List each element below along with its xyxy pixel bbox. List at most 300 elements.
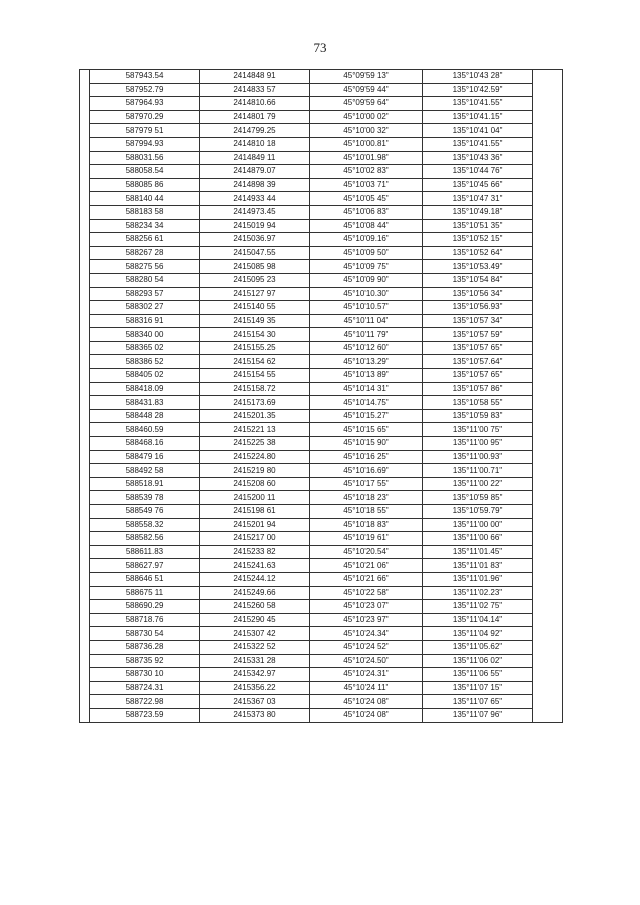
longitude-cell: 135°10'52 64" (423, 246, 533, 260)
right-margin-cell (533, 70, 563, 84)
longitude-cell: 135°10'57.64" (423, 355, 533, 369)
latitude-cell: 45°10'20.54" (310, 545, 423, 559)
y-coordinate-cell: 2415200 11 (200, 491, 310, 505)
x-coordinate-cell: 588085 86 (90, 178, 200, 192)
left-margin-cell (80, 301, 90, 315)
right-margin-cell (533, 668, 563, 682)
x-coordinate-cell: 588256 61 (90, 233, 200, 247)
longitude-cell: 135°10'57 59" (423, 328, 533, 342)
longitude-cell: 135°10'51 35" (423, 219, 533, 233)
y-coordinate-cell: 2415356.22 (200, 681, 310, 695)
latitude-cell: 45°10'11 04" (310, 314, 423, 328)
x-coordinate-cell: 588549 76 (90, 505, 200, 519)
longitude-cell: 135°11'04 92" (423, 627, 533, 641)
x-coordinate-cell: 587964.93 (90, 97, 200, 111)
table-row (80, 600, 563, 614)
table-row (80, 151, 563, 165)
x-coordinate-cell: 588723.59 (90, 708, 200, 722)
table-row (80, 165, 563, 179)
left-margin-cell (80, 545, 90, 559)
right-margin-cell (533, 83, 563, 97)
latitude-cell: 45°10'24.50" (310, 654, 423, 668)
table-row (80, 477, 563, 491)
right-margin-cell (533, 246, 563, 260)
left-margin-cell (80, 437, 90, 451)
table-row (80, 518, 563, 532)
y-coordinate-cell: 2415019 94 (200, 219, 310, 233)
table-row (80, 260, 563, 274)
x-coordinate-cell: 588611.83 (90, 545, 200, 559)
longitude-cell: 135°10'41.15" (423, 110, 533, 124)
longitude-cell: 135°10'59 85" (423, 491, 533, 505)
right-margin-cell (533, 681, 563, 695)
left-margin-cell (80, 369, 90, 383)
y-coordinate-cell: 2415036.97 (200, 233, 310, 247)
longitude-cell: 135°10'49.18" (423, 205, 533, 219)
left-margin-cell (80, 586, 90, 600)
longitude-cell: 135°10'57 34" (423, 314, 533, 328)
table-row (80, 246, 563, 260)
table-row (80, 341, 563, 355)
right-margin-cell (533, 654, 563, 668)
latitude-cell: 45°10'16 25" (310, 450, 423, 464)
left-margin-cell (80, 464, 90, 478)
y-coordinate-cell: 2415047.55 (200, 246, 310, 260)
right-margin-cell (533, 505, 563, 519)
left-margin-cell (80, 572, 90, 586)
right-margin-cell (533, 328, 563, 342)
left-margin-cell (80, 260, 90, 274)
table-row (80, 409, 563, 423)
right-margin-cell (533, 600, 563, 614)
y-coordinate-cell: 2414833 57 (200, 83, 310, 97)
table-row (80, 233, 563, 247)
latitude-cell: 45°10'16.69" (310, 464, 423, 478)
right-margin-cell (533, 450, 563, 464)
longitude-cell: 135°11'01 83" (423, 559, 533, 573)
left-margin-cell (80, 83, 90, 97)
longitude-cell: 135°10'59 83" (423, 409, 533, 423)
table-row (80, 423, 563, 437)
table-row (80, 654, 563, 668)
latitude-cell: 45°10'10.30" (310, 287, 423, 301)
y-coordinate-cell: 2415241.63 (200, 559, 310, 573)
longitude-cell: 135°11'01.45" (423, 545, 533, 559)
left-margin-cell (80, 314, 90, 328)
right-margin-cell (533, 437, 563, 451)
left-margin-cell (80, 423, 90, 437)
right-margin-cell (533, 572, 563, 586)
x-coordinate-cell: 588340 00 (90, 328, 200, 342)
latitude-cell: 45°10'00 32" (310, 124, 423, 138)
right-margin-cell (533, 477, 563, 491)
left-margin-cell (80, 246, 90, 260)
left-margin-cell (80, 355, 90, 369)
x-coordinate-cell: 588280 54 (90, 273, 200, 287)
latitude-cell: 45°10'08 44" (310, 219, 423, 233)
longitude-cell: 135°10'43 28" (423, 70, 533, 84)
right-margin-cell (533, 137, 563, 151)
right-margin-cell (533, 314, 563, 328)
latitude-cell: 45°10'12 60" (310, 341, 423, 355)
right-margin-cell (533, 124, 563, 138)
left-margin-cell (80, 110, 90, 124)
left-margin-cell (80, 654, 90, 668)
y-coordinate-cell: 2414810 18 (200, 137, 310, 151)
x-coordinate-cell: 587979 51 (90, 124, 200, 138)
latitude-cell: 45°10'05 45" (310, 192, 423, 206)
latitude-cell: 45°10'00 02" (310, 110, 423, 124)
y-coordinate-cell: 2415154 62 (200, 355, 310, 369)
y-coordinate-cell: 2415149 35 (200, 314, 310, 328)
y-coordinate-cell: 2415260 58 (200, 600, 310, 614)
longitude-cell: 135°10'42.59" (423, 83, 533, 97)
latitude-cell: 45°10'18 55" (310, 505, 423, 519)
y-coordinate-cell: 2415307 42 (200, 627, 310, 641)
x-coordinate-cell: 588627.97 (90, 559, 200, 573)
longitude-cell: 135°10'52 15" (423, 233, 533, 247)
latitude-cell: 45°10'13 89" (310, 369, 423, 383)
right-margin-cell (533, 382, 563, 396)
latitude-cell: 45°10'15.27" (310, 409, 423, 423)
latitude-cell: 45°09'59 13" (310, 70, 423, 84)
left-margin-cell (80, 97, 90, 111)
right-margin-cell (533, 640, 563, 654)
right-margin-cell (533, 341, 563, 355)
latitude-cell: 45°10'13.29" (310, 355, 423, 369)
longitude-cell: 135°10'57 86" (423, 382, 533, 396)
right-margin-cell (533, 708, 563, 722)
right-margin-cell (533, 301, 563, 315)
right-margin-cell (533, 396, 563, 410)
x-coordinate-cell: 588365 02 (90, 341, 200, 355)
right-margin-cell (533, 355, 563, 369)
table-row (80, 396, 563, 410)
y-coordinate-cell: 2415331 28 (200, 654, 310, 668)
latitude-cell: 45°10'09 90" (310, 273, 423, 287)
table-row (80, 110, 563, 124)
latitude-cell: 45°10'18 83" (310, 518, 423, 532)
y-coordinate-cell: 2415224.80 (200, 450, 310, 464)
table-row (80, 382, 563, 396)
y-coordinate-cell: 2415233 82 (200, 545, 310, 559)
left-margin-cell (80, 137, 90, 151)
y-coordinate-cell: 2415198 61 (200, 505, 310, 519)
latitude-cell: 45°10'23 97" (310, 613, 423, 627)
longitude-cell: 135°11'05.62" (423, 640, 533, 654)
longitude-cell: 135°11'07 96" (423, 708, 533, 722)
x-coordinate-cell: 588690.29 (90, 600, 200, 614)
longitude-cell: 135°10'57 65" (423, 369, 533, 383)
table-row (80, 532, 563, 546)
x-coordinate-cell: 588031.56 (90, 151, 200, 165)
x-coordinate-cell: 588058.54 (90, 165, 200, 179)
table-row (80, 314, 563, 328)
latitude-cell: 45°10'09 75" (310, 260, 423, 274)
left-margin-cell (80, 70, 90, 84)
y-coordinate-cell: 2414933 44 (200, 192, 310, 206)
latitude-cell: 45°10'09 50" (310, 246, 423, 260)
longitude-cell: 135°10'58 55" (423, 396, 533, 410)
left-margin-cell (80, 450, 90, 464)
y-coordinate-cell: 2415158.72 (200, 382, 310, 396)
left-margin-cell (80, 627, 90, 641)
longitude-cell: 135°11'00 00" (423, 518, 533, 532)
table-row (80, 640, 563, 654)
table-row (80, 572, 563, 586)
longitude-cell: 135°10'47 31" (423, 192, 533, 206)
left-margin-cell (80, 518, 90, 532)
left-margin-cell (80, 491, 90, 505)
longitude-cell: 135°10'57 65" (423, 341, 533, 355)
latitude-cell: 45°10'10.57" (310, 301, 423, 315)
latitude-cell: 45°10'03 71" (310, 178, 423, 192)
x-coordinate-cell: 588675 11 (90, 586, 200, 600)
x-coordinate-cell: 588736.28 (90, 640, 200, 654)
right-margin-cell (533, 287, 563, 301)
table-row (80, 559, 563, 573)
page-number: 73 (313, 40, 327, 55)
table-row (80, 301, 563, 315)
y-coordinate-cell: 2415173.69 (200, 396, 310, 410)
right-margin-cell (533, 423, 563, 437)
table-row (80, 287, 563, 301)
y-coordinate-cell: 2415208 60 (200, 477, 310, 491)
x-coordinate-cell: 588448 28 (90, 409, 200, 423)
x-coordinate-cell: 588468.16 (90, 437, 200, 451)
x-coordinate-cell: 588539 78 (90, 491, 200, 505)
right-margin-cell (533, 369, 563, 383)
longitude-cell: 135°11'02 75" (423, 600, 533, 614)
right-margin-cell (533, 178, 563, 192)
left-margin-cell (80, 600, 90, 614)
table-row (80, 586, 563, 600)
table-row (80, 491, 563, 505)
x-coordinate-cell: 588234 34 (90, 219, 200, 233)
x-coordinate-cell: 588735 92 (90, 654, 200, 668)
latitude-cell: 45°10'19 61" (310, 532, 423, 546)
longitude-cell: 135°10'41.55" (423, 137, 533, 151)
latitude-cell: 45°10'24.34" (310, 627, 423, 641)
x-coordinate-cell: 588460.59 (90, 423, 200, 437)
x-coordinate-cell: 588730 10 (90, 668, 200, 682)
y-coordinate-cell: 2414898 39 (200, 178, 310, 192)
left-margin-cell (80, 273, 90, 287)
table-row (80, 178, 563, 192)
latitude-cell: 45°10'24 08" (310, 708, 423, 722)
x-coordinate-cell: 588646 51 (90, 572, 200, 586)
latitude-cell: 45°10'21 06" (310, 559, 423, 573)
left-margin-cell (80, 287, 90, 301)
longitude-cell: 135°11'00 66" (423, 532, 533, 546)
table-row (80, 328, 563, 342)
y-coordinate-cell: 2415219 80 (200, 464, 310, 478)
y-coordinate-cell: 2414849 11 (200, 151, 310, 165)
x-coordinate-cell: 588518.91 (90, 477, 200, 491)
right-margin-cell (533, 151, 563, 165)
longitude-cell: 135°11'00.93" (423, 450, 533, 464)
x-coordinate-cell: 588558.32 (90, 518, 200, 532)
table-row (80, 124, 563, 138)
right-margin-cell (533, 219, 563, 233)
table-row (80, 137, 563, 151)
y-coordinate-cell: 2414799.25 (200, 124, 310, 138)
x-coordinate-cell: 588431.83 (90, 396, 200, 410)
left-margin-cell (80, 396, 90, 410)
latitude-cell: 45°10'23 07" (310, 600, 423, 614)
y-coordinate-cell: 2414810.66 (200, 97, 310, 111)
latitude-cell: 45°09'59 64" (310, 97, 423, 111)
latitude-cell: 45°10'24.31" (310, 668, 423, 682)
longitude-cell: 135°11'07 15" (423, 681, 533, 695)
longitude-cell: 135°11'00 95" (423, 437, 533, 451)
y-coordinate-cell: 2415201.35 (200, 409, 310, 423)
left-margin-cell (80, 409, 90, 423)
right-margin-cell (533, 586, 563, 600)
left-margin-cell (80, 681, 90, 695)
longitude-cell: 135°11'04.14" (423, 613, 533, 627)
right-margin-cell (533, 233, 563, 247)
table-row (80, 695, 563, 709)
y-coordinate-cell: 2415217 00 (200, 532, 310, 546)
table-row (80, 355, 563, 369)
table-row (80, 205, 563, 219)
left-margin-cell (80, 219, 90, 233)
longitude-cell: 135°10'41 04" (423, 124, 533, 138)
left-margin-cell (80, 477, 90, 491)
left-margin-cell (80, 640, 90, 654)
x-coordinate-cell: 588724.31 (90, 681, 200, 695)
y-coordinate-cell: 2415155.25 (200, 341, 310, 355)
latitude-cell: 45°10'17 55" (310, 477, 423, 491)
right-margin-cell (533, 273, 563, 287)
x-coordinate-cell: 588730 54 (90, 627, 200, 641)
right-margin-cell (533, 464, 563, 478)
left-margin-cell (80, 708, 90, 722)
latitude-cell: 45°10'24 08" (310, 695, 423, 709)
x-coordinate-cell: 588492 58 (90, 464, 200, 478)
right-margin-cell (533, 110, 563, 124)
latitude-cell: 45°10'09.16" (310, 233, 423, 247)
latitude-cell: 45°10'11 79" (310, 328, 423, 342)
longitude-cell: 135°10'54 84" (423, 273, 533, 287)
x-coordinate-cell: 588722.98 (90, 695, 200, 709)
latitude-cell: 45°10'18 23" (310, 491, 423, 505)
latitude-cell: 45°10'01.98" (310, 151, 423, 165)
table-row (80, 369, 563, 383)
latitude-cell: 45°10'02 83" (310, 165, 423, 179)
longitude-cell: 135°11'01.96" (423, 572, 533, 586)
left-margin-cell (80, 192, 90, 206)
table-row (80, 70, 563, 84)
y-coordinate-cell: 2415154 30 (200, 328, 310, 342)
latitude-cell: 45°10'14.75" (310, 396, 423, 410)
longitude-cell: 135°11'00.71" (423, 464, 533, 478)
x-coordinate-cell: 588267 28 (90, 246, 200, 260)
x-coordinate-cell: 588418.09 (90, 382, 200, 396)
right-margin-cell (533, 532, 563, 546)
right-margin-cell (533, 518, 563, 532)
y-coordinate-cell: 2414801 79 (200, 110, 310, 124)
table-row (80, 545, 563, 559)
x-coordinate-cell: 588302 27 (90, 301, 200, 315)
longitude-cell: 135°11'00 75" (423, 423, 533, 437)
longitude-cell: 135°10'53.49" (423, 260, 533, 274)
left-margin-cell (80, 233, 90, 247)
longitude-cell: 135°11'06 02" (423, 654, 533, 668)
table-row (80, 505, 563, 519)
right-margin-cell (533, 613, 563, 627)
y-coordinate-cell: 2415244.12 (200, 572, 310, 586)
left-margin-cell (80, 505, 90, 519)
y-coordinate-cell: 2415225 38 (200, 437, 310, 451)
latitude-cell: 45°10'00.81" (310, 137, 423, 151)
y-coordinate-cell: 2415290 45 (200, 613, 310, 627)
longitude-cell: 135°11'00 22" (423, 477, 533, 491)
y-coordinate-cell: 2415127 97 (200, 287, 310, 301)
left-margin-cell (80, 124, 90, 138)
left-margin-cell (80, 668, 90, 682)
left-margin-cell (80, 695, 90, 709)
x-coordinate-cell: 587952.79 (90, 83, 200, 97)
table-row (80, 83, 563, 97)
coordinates-table (79, 69, 563, 723)
table-row (80, 708, 563, 722)
table-row (80, 668, 563, 682)
latitude-cell: 45°10'24 52" (310, 640, 423, 654)
y-coordinate-cell: 2415201 94 (200, 518, 310, 532)
latitude-cell: 45°10'22 58" (310, 586, 423, 600)
right-margin-cell (533, 627, 563, 641)
table-row (80, 613, 563, 627)
latitude-cell: 45°10'06 83" (310, 205, 423, 219)
table-row (80, 437, 563, 451)
y-coordinate-cell: 2415373 80 (200, 708, 310, 722)
table-row (80, 219, 563, 233)
table-row (80, 97, 563, 111)
left-margin-cell (80, 559, 90, 573)
longitude-cell: 135°11'07 65" (423, 695, 533, 709)
right-margin-cell (533, 491, 563, 505)
longitude-cell: 135°11'06 55" (423, 668, 533, 682)
x-coordinate-cell: 588479 16 (90, 450, 200, 464)
y-coordinate-cell: 2415085 98 (200, 260, 310, 274)
right-margin-cell (533, 260, 563, 274)
x-coordinate-cell: 588386 52 (90, 355, 200, 369)
y-coordinate-cell: 2415095 23 (200, 273, 310, 287)
left-margin-cell (80, 613, 90, 627)
y-coordinate-cell: 2415154 55 (200, 369, 310, 383)
left-margin-cell (80, 205, 90, 219)
right-margin-cell (533, 695, 563, 709)
left-margin-cell (80, 178, 90, 192)
right-margin-cell (533, 409, 563, 423)
x-coordinate-cell: 588718.76 (90, 613, 200, 627)
x-coordinate-cell: 588140 44 (90, 192, 200, 206)
right-margin-cell (533, 97, 563, 111)
x-coordinate-cell: 588582.56 (90, 532, 200, 546)
latitude-cell: 45°10'15 65" (310, 423, 423, 437)
y-coordinate-cell: 2415249.66 (200, 586, 310, 600)
longitude-cell: 135°10'56 34" (423, 287, 533, 301)
x-coordinate-cell: 588275 56 (90, 260, 200, 274)
latitude-cell: 45°10'15 90" (310, 437, 423, 451)
latitude-cell: 45°09'59 44" (310, 83, 423, 97)
table-row (80, 192, 563, 206)
x-coordinate-cell: 588183 58 (90, 205, 200, 219)
latitude-cell: 45°10'24 11" (310, 681, 423, 695)
y-coordinate-cell: 2415367 03 (200, 695, 310, 709)
